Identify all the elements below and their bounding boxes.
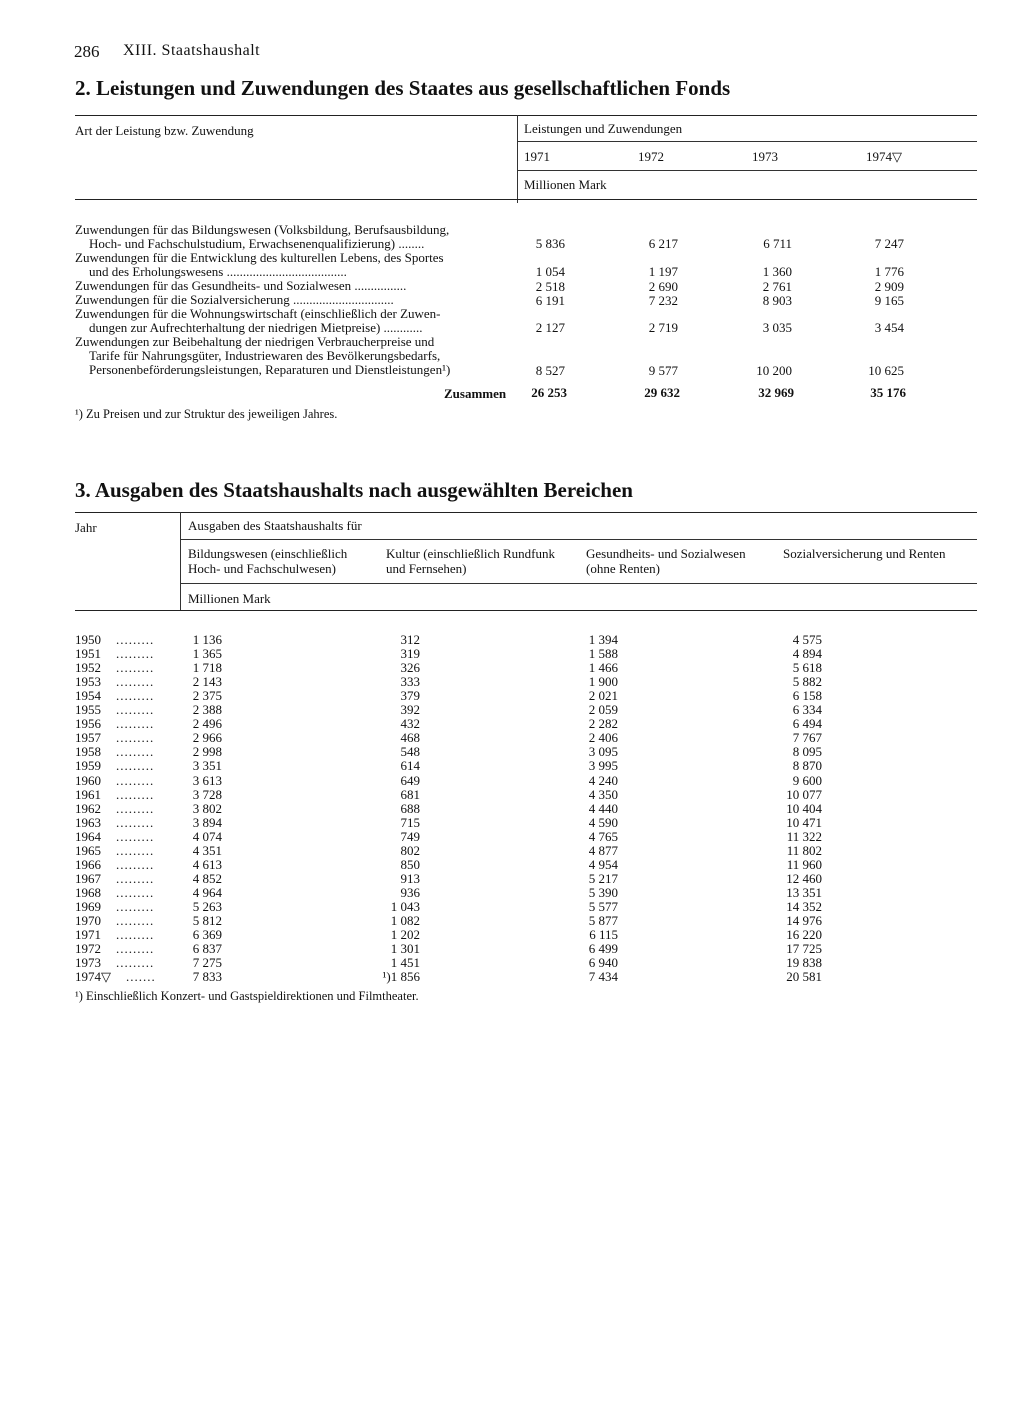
table3-cell: 319 <box>400 646 420 661</box>
table3-row-year: 1968 <box>75 885 101 900</box>
table3-cell: 3 894 <box>192 815 222 830</box>
table2-value: 1 360 <box>762 264 792 279</box>
table2-value: 2 909 <box>874 279 904 294</box>
table2-value: 8 903 <box>762 293 792 308</box>
table3-cell: 379 <box>400 688 420 703</box>
table3-leader-dots: ......... <box>116 843 155 858</box>
table3-row-year: 1964 <box>75 829 101 844</box>
table2-years-rule <box>517 170 977 171</box>
table2-year-1973: 1973 <box>752 149 778 164</box>
table3-row-year: 1954 <box>75 688 101 703</box>
table3-cell: 4 877 <box>588 843 618 858</box>
table3-leader-dots: ......... <box>116 815 155 830</box>
table2-row-label: Zuwendungen für das Gesundheits- und Sozialwesen ................ <box>75 279 407 293</box>
table2-value: 5 836 <box>535 236 565 251</box>
table3-cell: 3 095 <box>588 744 618 759</box>
table3-cell: 802 <box>400 843 420 858</box>
table2-value: 2 690 <box>648 279 678 294</box>
table3-cell: 4 440 <box>588 801 618 816</box>
table3-cell: 5 877 <box>588 913 618 928</box>
table2-value: 7 247 <box>874 236 904 251</box>
table2-value: 2 518 <box>535 279 565 294</box>
table2-value: 6 191 <box>535 293 565 308</box>
table3-cell: 681 <box>400 787 420 802</box>
table3-leader-dots: ......... <box>116 871 155 886</box>
table3-row-year: 1957 <box>75 730 101 745</box>
table2-unit: Millionen Mark <box>524 177 607 192</box>
table3-col-sozialversicherung: Sozialversicherung und Renten <box>783 546 946 561</box>
table3-cell: 1 394 <box>588 632 618 647</box>
table3-cell: 5 263 <box>192 899 222 914</box>
table3-leader-dots: ......... <box>116 787 155 802</box>
table3-cell: 1 718 <box>192 660 222 675</box>
table3-cols-rule <box>180 583 977 584</box>
table2-year-1971: 1971 <box>524 149 550 164</box>
table3-leader-dots: ......... <box>116 730 155 745</box>
table3-cell: 4 240 <box>588 773 618 788</box>
table3-cell: 4 954 <box>588 857 618 872</box>
table3-cell: 4 964 <box>192 885 222 900</box>
table3-leader-dots: ......... <box>116 632 155 647</box>
table3-cell: 4 575 <box>792 632 822 647</box>
table2-year-1974: 1974▽ <box>866 149 902 164</box>
table3-cell: 14 976 <box>786 913 822 928</box>
table3-leader-dots: ......... <box>116 773 155 788</box>
table3-row-year: 1963 <box>75 815 101 830</box>
table3-cell: 6 369 <box>192 927 222 942</box>
table3-cell: 16 220 <box>786 927 822 942</box>
table3-row-year: 1953 <box>75 674 101 689</box>
table3-cell: 5 812 <box>192 913 222 928</box>
table2-total-value: 32 969 <box>758 385 794 400</box>
table3-col-gesundheit: Gesundheits- und Sozialwesen (ohne Renten) <box>586 546 746 576</box>
table3-leader-dots: ......... <box>116 899 155 914</box>
table3-cell: 2 143 <box>192 674 222 689</box>
table3-cell: 4 613 <box>192 857 222 872</box>
table2-value: 1 197 <box>648 264 678 279</box>
table3-row-year: 1965 <box>75 843 101 858</box>
table3-leader-dots: ......... <box>116 688 155 703</box>
table3-row-year: 1966 <box>75 857 101 872</box>
table2-value: 2 719 <box>648 320 678 335</box>
table3-row-year: 1961 <box>75 787 101 802</box>
table2-row-label: Zuwendungen zur Beibehaltung der niedrigen Verbraucherpreise und Tarife für Nahrungsgüter, Industriewaren des Bevölkerungsbedarfs, Personenbeförderungsleistungen, Reparaturen und Dienstleistungen¹) <box>75 335 451 377</box>
table3-cell: 7 275 <box>192 955 222 970</box>
table2-total-value: 29 632 <box>644 385 680 400</box>
table3-cell: 749 <box>400 829 420 844</box>
table2-row-label: Zuwendungen für das Bildungswesen (Volksbildung, Berufsausbildung, Hoch- und Fachschulstudium, Erwachsenenqualifizierung) ........ <box>75 223 450 251</box>
table3-row-year: 1956 <box>75 716 101 731</box>
table3-cell: 1 365 <box>192 646 222 661</box>
table3-row-year: 1974▽ <box>75 969 111 984</box>
table3-cell: 7 434 <box>588 969 618 984</box>
table3-cell: 3 802 <box>192 801 222 816</box>
table3-cell: 11 960 <box>786 857 822 872</box>
table3-footnote: ¹) Einschließlich Konzert- und Gastspieldirektionen und Filmtheater. <box>75 989 419 1003</box>
table3-cell: 5 882 <box>792 674 822 689</box>
table3-cell: 1 588 <box>588 646 618 661</box>
table3-col-bildung: Bildungswesen (einschließlich Hoch- und Fachschulwesen) <box>188 546 348 576</box>
table3-cell: 913 <box>400 871 420 886</box>
table3-cell: 14 352 <box>786 899 822 914</box>
table3-unit: Millionen Mark <box>188 591 271 606</box>
table3-cell: 4 350 <box>588 787 618 802</box>
table2-value: 6 711 <box>763 236 792 251</box>
table2-top-rule <box>75 115 977 116</box>
table3-cell: 312 <box>400 632 420 647</box>
table3-cell: 688 <box>400 801 420 816</box>
table3-cell: 5 390 <box>588 885 618 900</box>
table3-divider <box>180 512 181 610</box>
table3-leader-dots: ......... <box>116 941 155 956</box>
table3-cell: 10 404 <box>786 801 822 816</box>
table3-cell: 20 581 <box>786 969 822 984</box>
table2-value: 3 035 <box>762 320 792 335</box>
table3-cell: 1 082 <box>390 913 420 928</box>
table2-value: 2 127 <box>535 320 565 335</box>
table3-cell: 5 618 <box>792 660 822 675</box>
table3-row-year: 1950 <box>75 632 101 647</box>
table3-row-year: 1955 <box>75 702 101 717</box>
table3-cell: 2 998 <box>192 744 222 759</box>
table3-leader-dots: ......... <box>116 829 155 844</box>
table3-col-year: Jahr <box>75 520 97 535</box>
section2-title: 2. Leistungen und Zuwendungen des Staates aus gesellschaftlichen Fonds <box>75 76 731 100</box>
table3-cell: 2 282 <box>588 716 618 731</box>
table3-head-rule <box>75 610 977 611</box>
table2-value: 3 454 <box>874 320 904 335</box>
table3-row-year: 1972 <box>75 941 101 956</box>
table3-leader-dots: ......... <box>116 801 155 816</box>
table3-cell: 10 077 <box>786 787 822 802</box>
table3-row-year: 1967 <box>75 871 101 886</box>
table2-value: 10 200 <box>756 363 792 378</box>
table2-row-label: Zuwendungen für die Entwicklung des kulturellen Lebens, des Sportes und des Erholungswesens ..................................... <box>75 251 444 279</box>
table2-total-label: Zusammen <box>444 386 507 401</box>
table3-cell: 1 202 <box>390 927 420 942</box>
table3-cell: 17 725 <box>786 941 822 956</box>
table3-cell: 13 351 <box>786 885 822 900</box>
table3-leader-dots: ......... <box>116 646 155 661</box>
table2-col-label: Art der Leistung bzw. Zuwendung <box>75 123 254 138</box>
table3-cell: 715 <box>400 815 420 830</box>
table3-cell: 614 <box>400 758 420 773</box>
running-title: XIII. Staatshaushalt <box>123 42 261 59</box>
table2-value: 2 761 <box>762 279 792 294</box>
table3-row-year: 1962 <box>75 801 101 816</box>
page-number: 286 <box>74 42 100 61</box>
table3-cell: 11 322 <box>786 829 822 844</box>
table3-cell: 8 095 <box>792 744 822 759</box>
table3-cell: 3 351 <box>192 758 222 773</box>
table3-cell: 649 <box>400 773 420 788</box>
section3-title: 3. Ausgaben des Staatshaushalts nach ausgewählten Bereichen <box>75 478 633 502</box>
table3-cell: 2 496 <box>192 716 222 731</box>
table3-cell: 4 894 <box>792 646 822 661</box>
table3-cell: 19 838 <box>786 955 822 970</box>
table3-cell: 468 <box>400 730 420 745</box>
table3-cell: 1 301 <box>390 941 420 956</box>
table3-cell: 1 466 <box>588 660 618 675</box>
table3-leader-dots: ....... <box>126 969 156 984</box>
table3-cell: 6 499 <box>588 941 618 956</box>
table3-cell: 6 940 <box>588 955 618 970</box>
table2-footnote: ¹) Zu Preisen und zur Struktur des jeweiligen Jahres. <box>75 407 338 421</box>
table3-cell: 936 <box>400 885 420 900</box>
table3-cell: 2 966 <box>192 730 222 745</box>
table3-row-year: 1952 <box>75 660 101 675</box>
table3-row-year: 1958 <box>75 744 101 759</box>
table3-cell: 2 021 <box>588 688 618 703</box>
table3-cell: 3 613 <box>192 773 222 788</box>
table3-group-rule <box>180 539 977 540</box>
table3-cell: 7 767 <box>792 730 822 745</box>
table3-cell: ¹)1 856 <box>382 969 420 984</box>
table3-row-year: 1959 <box>75 758 101 773</box>
table2-value: 6 217 <box>648 236 678 251</box>
table3-cell: 333 <box>400 674 420 689</box>
table3-row-year: 1973 <box>75 955 101 970</box>
table2-value: 7 232 <box>648 293 678 308</box>
table2-row-label: Zuwendungen für die Wohnungswirtschaft (einschließlich der Zuwen- dungen zur Aufrechterhaltung der niedrigen Mietpreise) ............ <box>75 307 441 335</box>
table2-value: 9 165 <box>874 293 904 308</box>
table3-cell: 432 <box>400 716 420 731</box>
table3-col-kultur: Kultur (einschließlich Rundfunk und Fernsehen) <box>386 546 555 576</box>
table3-leader-dots: ......... <box>116 744 155 759</box>
table3-cell: 4 765 <box>588 829 618 844</box>
table3-cell: 7 833 <box>192 969 222 984</box>
table3-cell: 2 388 <box>192 702 222 717</box>
table2-value: 1 776 <box>874 264 904 279</box>
table3-cell: 6 158 <box>792 688 822 703</box>
table2-total-value: 35 176 <box>870 385 906 400</box>
table3-leader-dots: ......... <box>116 927 155 942</box>
table3-leader-dots: ......... <box>116 913 155 928</box>
table3-cell: 4 852 <box>192 871 222 886</box>
table3-cell: 6 494 <box>792 716 822 731</box>
table3-cell: 2 059 <box>588 702 618 717</box>
table3-cell: 6 334 <box>792 702 822 717</box>
table2-value: 8 527 <box>535 363 565 378</box>
table3-cell: 548 <box>400 744 420 759</box>
table3-cell: 6 115 <box>589 927 618 942</box>
table3-cell: 1 451 <box>390 955 420 970</box>
table3-cell: 11 802 <box>786 843 822 858</box>
table3-cell: 326 <box>400 660 420 675</box>
table3-leader-dots: ......... <box>116 758 155 773</box>
table3-row-year: 1960 <box>75 773 101 788</box>
table3-leader-dots: ......... <box>116 955 155 970</box>
table3-leader-dots: ......... <box>116 885 155 900</box>
table3-cell: 2 375 <box>192 688 222 703</box>
table3-group-label: Ausgaben des Staatshaushalts für <box>188 518 362 533</box>
table3-cell: 2 406 <box>588 730 618 745</box>
table3-cell: 8 870 <box>792 758 822 773</box>
table2-head-rule <box>75 199 977 200</box>
table3-leader-dots: ......... <box>116 716 155 731</box>
table3-cell: 12 460 <box>786 871 822 886</box>
table3-leader-dots: ......... <box>116 857 155 872</box>
table2-value: 10 625 <box>868 363 904 378</box>
table3-cell: 1 136 <box>192 632 222 647</box>
table3-cell: 5 217 <box>588 871 618 886</box>
table2-value: 1 054 <box>535 264 565 279</box>
table3-cell: 10 471 <box>786 815 822 830</box>
table3-cell: 4 074 <box>192 829 222 844</box>
table2-year-1972: 1972 <box>638 149 664 164</box>
table3-row-year: 1971 <box>75 927 101 942</box>
table3-top-rule <box>75 512 977 513</box>
table2-row-label: Zuwendungen für die Sozialversicherung ............................... <box>75 293 394 307</box>
table3-row-year: 1951 <box>75 646 101 661</box>
table2-group-label: Leistungen und Zuwendungen <box>524 121 683 136</box>
table3-cell: 9 600 <box>792 773 822 788</box>
table3-leader-dots: ......... <box>116 674 155 689</box>
table3-cell: 1 900 <box>588 674 618 689</box>
table2-value: 9 577 <box>648 363 678 378</box>
table3-leader-dots: ......... <box>116 660 155 675</box>
table3-cell: 3 728 <box>192 787 222 802</box>
table3-cell: 1 043 <box>390 899 420 914</box>
table3-cell: 5 577 <box>588 899 618 914</box>
table3-row-year: 1970 <box>75 913 101 928</box>
table3-cell: 6 837 <box>192 941 222 956</box>
table3-cell: 3 995 <box>588 758 618 773</box>
table2-group-rule <box>517 141 977 142</box>
table3-cell: 4 590 <box>588 815 618 830</box>
table3-row-year: 1969 <box>75 899 101 914</box>
table2-total-value: 26 253 <box>531 385 567 400</box>
table3-cell: 4 351 <box>192 843 222 858</box>
table2-divider <box>517 115 518 203</box>
table3-leader-dots: ......... <box>116 702 155 717</box>
table3-cell: 850 <box>400 857 420 872</box>
table3-cell: 392 <box>400 702 420 717</box>
